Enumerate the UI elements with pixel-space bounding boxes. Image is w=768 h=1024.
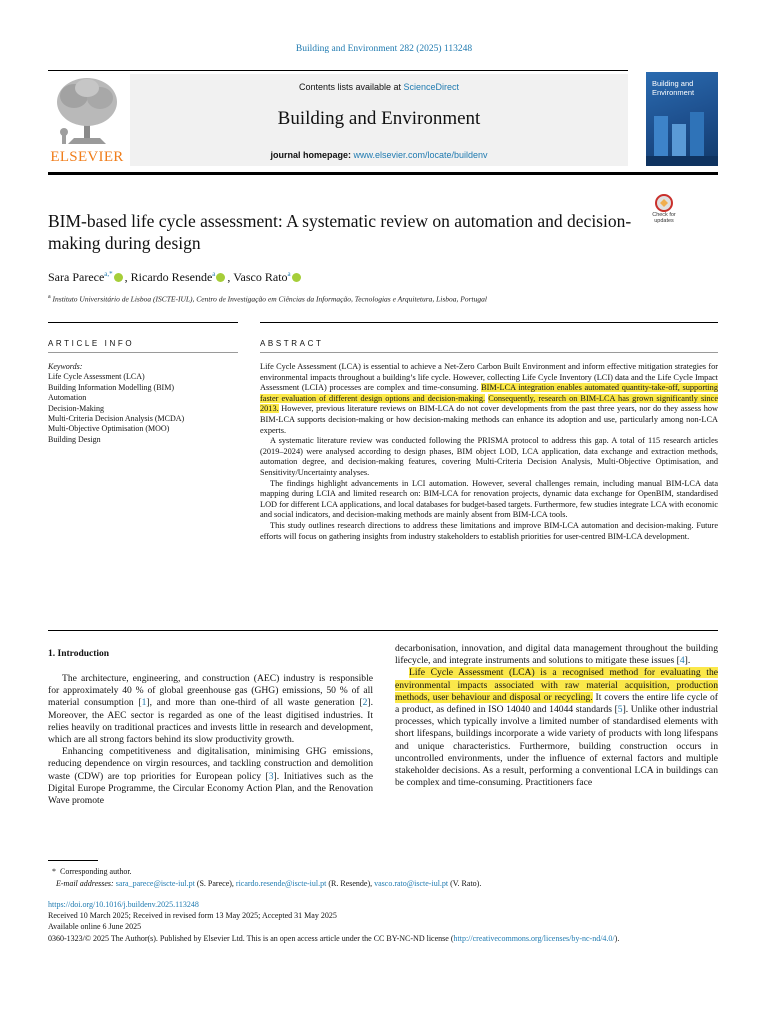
author-name[interactable]: Vasco Rato (233, 270, 288, 284)
author-name[interactable]: Ricardo Resende (130, 270, 213, 284)
keyword: Building Design (48, 434, 101, 444)
keywords-label: Keywords: (48, 362, 83, 371)
keyword: Building Information Modelling (BIM) (48, 382, 174, 392)
abstract-paragraph: This study outlines research directions to address these limitations and improve BIM-LCA automation and decision-making. Future efforts will focus on gathering insights from industry stakeholders to establish priorities for user-centred BIM-LCA development. (260, 520, 718, 541)
abstract-text: Life Cycle Assessment (LCA) is essential to achieve a Net-Zero Carbon Built Environment and inform effective mitigation strategies for environmental impacts throughout a building’s life cycle. However, collecting Life Cycle Inventory (LCI) data and the Life Cycle Impact Assessment (LCIA) processes are complex and time-consuming. (260, 362, 718, 393)
author-name[interactable]: Sara Parece (48, 270, 105, 284)
publisher-logo-text: ELSEVIER (50, 149, 124, 165)
author-affiliation-marker: a (212, 270, 216, 278)
publication-info (48, 899, 718, 944)
affiliation (48, 294, 718, 304)
email-addresses (48, 878, 718, 890)
citation-link[interactable]: 4 (679, 655, 685, 667)
article-info-rule (48, 322, 238, 323)
keyword: Life Cycle Assessment (LCA) (48, 372, 145, 382)
received-dates: Received 10 March 2025; Received in revised form 13 May 2025; Accepted 31 May 2025 (48, 911, 337, 921)
journal-reference[interactable]: Building and Environment 282 (2025) 113248 (295, 44, 473, 54)
abstract-paragraph: A systematic literature review was conducted following the PRISMA protocol to address this gap. A total of 115 research articles (2019–2024) were analysed according to design phases, BIM object LOD, LCA application, data exchange and extraction methods, automation degree, and decision-making features, covering Multi-Criteria Decision Analysis, Multi-Objective Optimisation, and Sensitivity/Uncertainty analyses. (260, 436, 718, 477)
footnote-text: Corresponding author. (60, 867, 132, 876)
section-heading-introduction: 1. Introduction (48, 649, 110, 659)
article-info-label: ARTICLE INFO (48, 339, 135, 348)
body-text: ]. Moreover, the AEC sector is regarded as one of the least digitised industries. It relies heavily on traditional practices and invests little in research and development, which are all strong factors behind its slow productivity growth. (48, 697, 373, 746)
email-owner: (R. Resende), (326, 879, 375, 888)
body-column-left (48, 673, 373, 807)
body-paragraph (48, 746, 373, 807)
journal-header-box (130, 74, 628, 166)
doi-link[interactable]: https://doi.org/10.1016/j.buildenv.2025.113248 (48, 900, 199, 909)
sciencedirect-link[interactable]: ScienceDirect (403, 82, 460, 92)
corresponding-author-note (48, 866, 718, 878)
abstract-paragraph: The findings highlight advancements in LCI automation. However, several challenges remain, including manual BIM-LCA data mapping during LCIA and limited research on: BIM-LCA for renovation projects, dynamic data exchange for OpenBIM, standardised LOD for different LCA applications, and local databases for budget-based targets. Furthermore, few studies integrate LCA with economic and social indicators, and decision-making methods are mainly absent from BIM-LCA tools. (260, 478, 718, 520)
journal-title: Building and Environment (277, 108, 481, 129)
online-date: Available online 6 June 2025 (48, 922, 142, 932)
body-text: ]. Unlike other industrial processes, which typically involve a limited number of standardised elements with short lifespans, buildings incorporate a wide variety of products with long lifespans and unique characteristics. Furthermore, building construction occurs in uncontrolled environments, under the influence of external factors and multiple stakeholder decisions. As a result, performing a conventional LCA in buildings can be complex and time-consuming. Practitioners face (395, 704, 718, 789)
body-text: decarbonisation, innovation, and digital data management throughout the building lifecycle, and integrate instruments and solutions to mitigate these issues [ (395, 643, 718, 667)
email-owner: (V. Rato). (448, 879, 482, 888)
check-for-updates-badge[interactable] (646, 194, 682, 230)
email-link[interactable]: ricardo.resende@iscte-iul.pt (235, 879, 327, 888)
footnote-rule (48, 860, 98, 861)
author-list: Sara Parece$^{a,*}$ , Ricardo Resende$^a$ , Vasco Rato$^a$ (48, 270, 648, 285)
body-text: ]. (684, 655, 691, 667)
citation-link[interactable]: 2 (362, 697, 368, 709)
body-text: The architecture, engineering, and construction (AEC) industry is responsible for approximately 40 % of global greenhouse gas (GHG) emissions, 50 % of all material consumption [ (48, 673, 373, 709)
body-text: It covers the entire life cycle of a product, as defined in ISO 14040 and 14044 standards [ (395, 691, 718, 716)
article-info-subrule (48, 352, 238, 353)
cover-title: Building and Environment (652, 79, 695, 97)
author-affiliation-marker: a,* (104, 270, 113, 278)
body-text: ]. Initiatives such as the Digital Europe Programme, the Circular Economy Action Plan, and the Renovation Wave promote (48, 770, 374, 807)
license-link[interactable]: http://creativecommons.org/licenses/by-nc-nd/4.0/ (453, 933, 615, 943)
header-bottom-rule (48, 172, 718, 175)
highlighted-text: Consequently, research on BIM-LCA has grown significantly since 2013. (260, 393, 718, 414)
check-updates-icon (646, 194, 682, 212)
keyword: Multi-Criteria Decision Analysis (MCDA) (48, 414, 185, 424)
abstract-paragraph (260, 362, 718, 436)
body-text: Enhancing competitiveness and digitalisation, minimising GHG emissions, reducing dependence on virgin resources, and tackling construction and demolition waste (CDW) are top priorities for European policy [ (48, 746, 373, 782)
affiliation-marker: a (48, 294, 51, 300)
elsevier-logo (48, 74, 126, 166)
journal-cover-image (646, 72, 718, 166)
contents-available-line (130, 82, 628, 92)
body-paragraph (48, 673, 373, 746)
abstract-subrule (260, 352, 718, 353)
author-affiliation-marker: a (287, 270, 291, 278)
check-updates-label: Check for updates (652, 212, 676, 224)
orcid-icon[interactable] (216, 273, 225, 282)
keywords-list (48, 362, 238, 445)
footnote-marker: * (52, 867, 56, 876)
journal-homepage-link[interactable]: www.elsevier.com/locate/buildenv (353, 150, 488, 160)
body-paragraph (395, 667, 718, 789)
email-label: E-mail addresses: (56, 879, 114, 888)
orcid-icon[interactable] (292, 273, 301, 282)
citation-link[interactable]: 3 (268, 770, 274, 782)
cover-graphic-icon (646, 108, 718, 166)
journal-homepage-line (130, 150, 628, 160)
body-column-right (395, 643, 718, 789)
abstract-label: ABSTRACT (260, 339, 324, 348)
citation-link[interactable]: 1 (141, 697, 147, 709)
highlighted-text: BIM-LCA integration enables automated quantity-take-off, supporting faster evaluation of different design options and decision-making. (260, 383, 718, 403)
body-text: ], and more than one-third of all waste generation [ (146, 697, 363, 709)
abstract-body (260, 362, 718, 542)
abstract-text: However, previous literature reviews on BIM-LCA do not cover developments from the past three years, nor do they assess how BIM-LCA supports decision-making or how decision-making methods can enhance its adoption and use, particularly among non-LCA experts. (260, 404, 718, 435)
keyword: Automation (48, 393, 87, 403)
license-text: ). (614, 933, 620, 943)
citation-link[interactable]: 5 (617, 704, 623, 716)
affiliation-text: Instituto Universitário de Lisboa (ISCTE-IUL), Centro de Investigação em Ciências da Informação, Tecnologias e Arquitetura, Lisboa, Portugal (52, 294, 487, 304)
license-statement (48, 933, 718, 944)
header-top-rule (48, 70, 628, 71)
abstract-rule (260, 322, 718, 323)
license-text: 0360-1323/© 2025 The Author(s). Published by Elsevier Ltd. This is an open access article under the CC BY-NC-ND license ( (48, 933, 454, 943)
homepage-label: journal homepage: (270, 150, 354, 160)
email-owner: (S. Parece), (194, 879, 236, 888)
contents-prefix: Contents lists available at (298, 82, 404, 92)
email-link[interactable]: vasco.rato@iscte-iul.pt (374, 879, 449, 888)
abstract-bottom-rule (48, 630, 718, 631)
email-link[interactable]: sara_parece@iscte-iul.pt (115, 879, 195, 888)
keyword: Multi-Objective Optimisation (MOO) (48, 424, 170, 434)
tree-logo-icon (48, 74, 126, 150)
orcid-icon[interactable] (114, 273, 123, 282)
body-paragraph (395, 643, 718, 667)
article-title: BIM-based life cycle assessment: A systematic review on automation and decision-making during design (48, 211, 632, 253)
highlighted-text: Life Cycle Assessment (LCA) is a recognised method for evaluating the environmental impacts associated with raw material acquisition, production methods, user behaviour and disposal or recycling. (395, 667, 718, 703)
footnotes (48, 866, 718, 890)
keyword: Decision-Making (48, 403, 104, 413)
